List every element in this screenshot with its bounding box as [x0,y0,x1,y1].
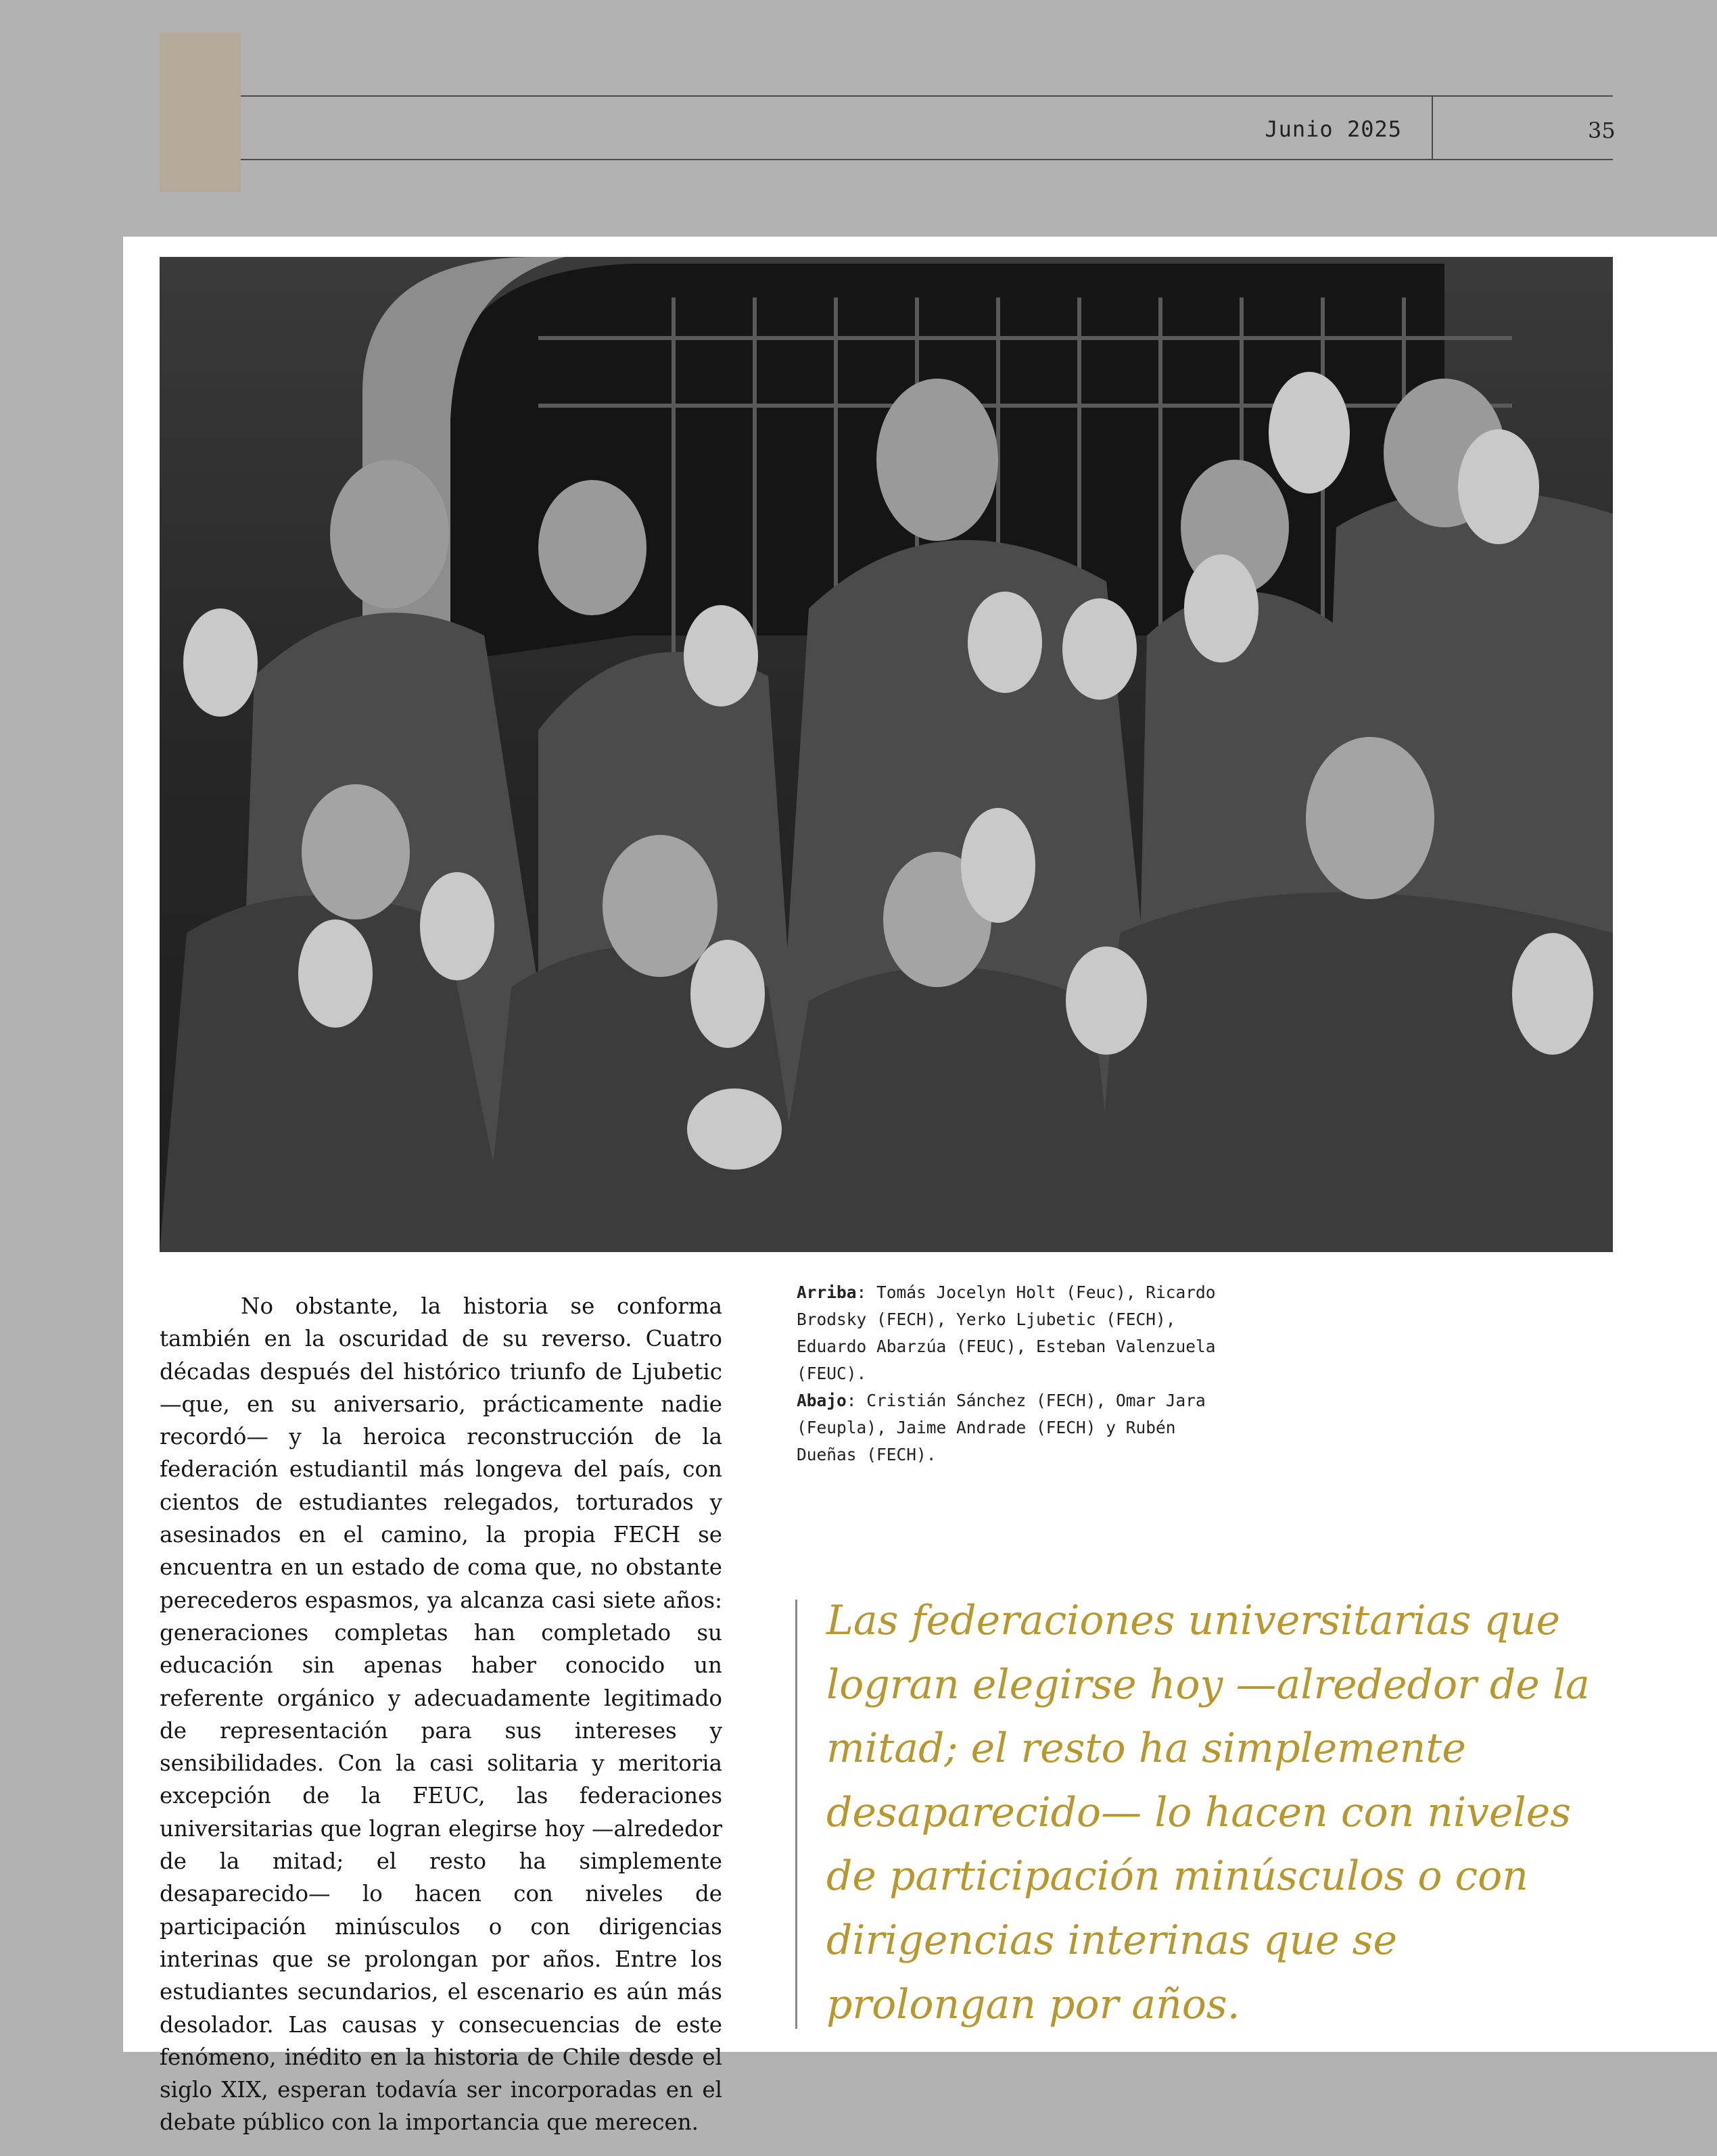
caption-label-bottom: Abajo [797,1391,847,1410]
caption-text-top: : Tomás Jocelyn Holt (Feuc), Ricardo Brodsky (FECH), Yerko Ljubetic (FECH), Eduardo Abarzúa (FEUC), Esteban Valenzuela (FEUC). [797,1283,1216,1383]
body-paragraph: No obstante, la historia se conforma también en la oscuridad de su reverso. Cuatro décadas después del histórico triunfo de Ljubetic —que, en su aniversario, prácticamente nadie recordó— y la heroica reconstrucción de la federación estudiantil más longeva del país, con cientos de estudiantes relegados, torturados y asesinados en el camino, la propia FECH se encuentra en un estado de coma que, no obstante perecederos espasmos, ya alcanza casi siete años: generaciones completas han completado su educación sin apenas haber conocido un referente orgánico y adecuadamente legitimado de representación para sus intereses y sensibilidades. Con la casi solitaria y meritoria excepción de la FEUC, las federaciones universitarias que logran elegirse hoy —alrededor de la mitad; el resto ha simplemente desaparecido— lo hacen con niveles de participación minúsculos o con dirigencias interinas que se prolongan por años. Entre los estudiantes secundarios, el escenario es aún más desolador. Las causas y consecuencias de este fenómeno, inédito en la historia de Chile desde el siglo XIX, esperan todavía ser incorporadas en el debate público con la importancia que merecen. [160,1293,722,2136]
pull-quote-bar [795,1600,797,2029]
page-number: 35 [1588,118,1616,143]
caption-text-bottom: : Cristián Sánchez (FECH), Omar Jara (Feupla), Jaime Andrade (FECH) y Rubén Dueñas (FECH). [797,1391,1206,1464]
section-tab-block [160,32,241,192]
header-separator [1432,95,1433,160]
header-rule-bottom [241,159,1613,160]
photo-caption [797,1279,1216,1468]
group-photo [160,257,1613,1252]
photo-placeholder-art [160,257,1613,1252]
header-date: Junio 2025 [1265,116,1402,142]
header-rule-top [241,95,1613,97]
pull-quote: Las federaciones universitarias que logran elegirse hoy —alrededor de la mitad; el resto ha simplemente desaparecido— lo hacen con niveles de participación minúsculos o con dirigencias interinas que se prolongan por años. [826,1597,1590,2028]
caption-label-top: Arriba [797,1283,857,1302]
